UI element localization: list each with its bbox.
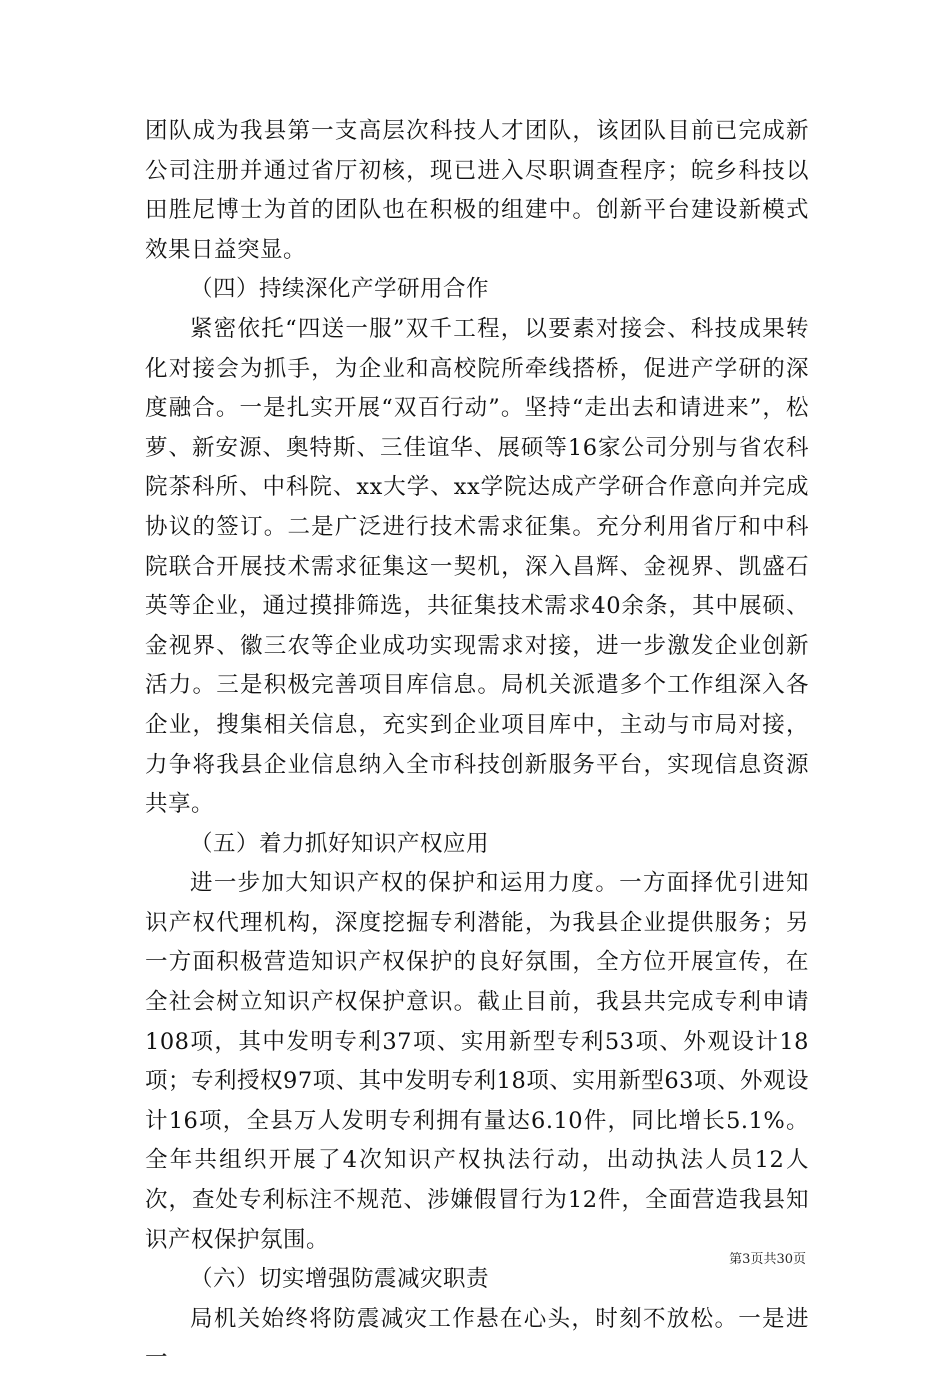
paragraph-intellectual-property: 进一步加大知识产权的保护和运用力度。一方面择优引进知识产权代理机构，深度挖掘专利潜能，为我县企业提供服务；另一方面积极营造知识产权保护的良好氛围，全方位开展宣传，在全社会树立知识产权保护意识。截止目前，我县共完成专利申请108项，其中发明专利37项、实用新型专利53项、外观设计18项；专利授权97项、其中发明专利18项、实用新型63项、外观设计16项，全县万人发明专利拥有量达6.10件，同比增长5.1%。全年共组织开展了4次知识产权执法行动，出动执法人员12人次，查处专利标注不规范、涉嫌假冒行为12件，全面营造我县知识产权保护氛围。 (145, 870, 809, 1253)
section-heading-5: （五）着力抓好知识产权应用 (190, 830, 490, 857)
document-body (145, 112, 809, 1379)
paragraph-earthquake-prevention: 局机关始终将防震减灾工作悬在心头，时刻不放松。一是进一 (145, 1305, 809, 1372)
section-heading-6: （六）切实增强防震减灾职责 (190, 1266, 490, 1293)
section-heading-4: （四）持续深化产学研用合作 (190, 276, 490, 303)
paragraph-industry-research: 紧密依托“四送一服”双千工程，以要素对接会、科技成果转化对接会为抓手，为企业和高校院所牵线搭桥，促进产学研的深度融合。一是扎实开展“双百行动”。坚持“走出去和请进来”，松萝、新安源、奥特斯、三佳谊华、展硕等16家公司分别与省农科院茶科所、中科院、xx大学、xx学院达成产学研合作意向并完成协议的签订。二是广泛进行技术需求征集。充分利用省厅和中科院联合开展技术需求征集这一契机，深入昌辉、金视界、凯盛石英等企业，通过摸排筛选，共征集技术需求40余条，其中展硕、金视界、徽三农等企业成功实现需求对接，进一步激发企业创新活力。三是积极完善项目库信息。局机关派遣多个工作组深入各企业，搜集相关信息，充实到企业项目库中，主动与市局对接，力争将我县企业信息纳入全市科技创新服务平台，实现信息资源共享。 (145, 315, 809, 818)
page-number: 第3页共30页 (729, 1252, 806, 1267)
paragraph-team-continuation: 团队成为我县第一支高层次科技人才团队，该团队目前已完成新公司注册并通过省厅初核，现已进入尽职调查程序；皖乡科技以田胜尼博士为首的团队也在积极的组建中。创新平台建设新模式效果日益突显。 (145, 118, 809, 263)
